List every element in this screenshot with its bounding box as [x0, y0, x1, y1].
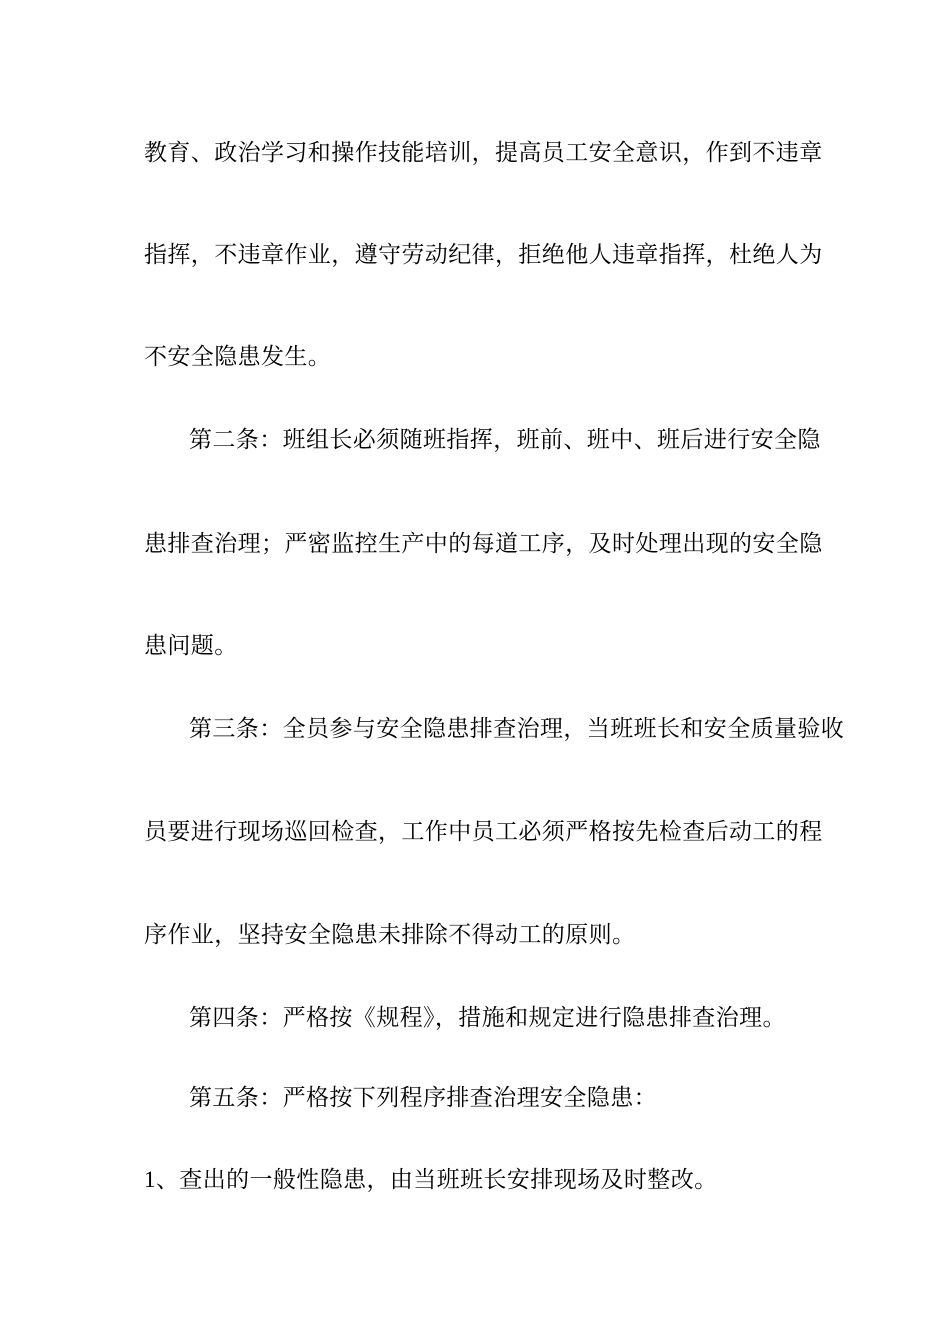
list-item-1-number: 1 — [144, 1167, 156, 1192]
paragraph-line-2: 指挥，不违章作业，遵守劳动纪律，拒绝他人违章指挥，杜绝人为 — [144, 242, 823, 268]
article-2-line-3: 患问题。 — [144, 633, 238, 659]
list-item-1-text: 、查出的一般性隐患，由当班班长安排现场及时整改。 — [155, 1167, 718, 1193]
article-3-line-2: 员要进行现场巡回检查，工作中员工必须严格按先检查后动工的程 — [144, 819, 823, 845]
paragraph-line-1: 教育、政治学习和操作技能培训，提高员工安全意识，作到不违章 — [144, 140, 823, 166]
article-2-line-2: 患排查治理；严密监控生产中的每道工序，及时处理出现的安全隐 — [144, 531, 823, 557]
article-3-line-3: 序作业，坚持安全隐患未排除不得动工的原则。 — [144, 922, 636, 948]
paragraph-line-3: 不安全隐患发生。 — [144, 344, 332, 370]
article-4-line: 第四条：严格按《规程》，措施和规定进行隐患排查治理。 — [189, 1005, 786, 1031]
article-2-line-1: 第二条：班组长必须随班指挥，班前、班中、班后进行安全隐 — [189, 427, 821, 453]
list-item-1 — [144, 1165, 824, 1195]
article-3-line-1: 第三条：全员参与安全隐患排查治理，当班班长和安全质量验收 — [189, 716, 845, 742]
article-5-line: 第五条：严格按下列程序排查治理安全隐患： — [189, 1085, 657, 1111]
